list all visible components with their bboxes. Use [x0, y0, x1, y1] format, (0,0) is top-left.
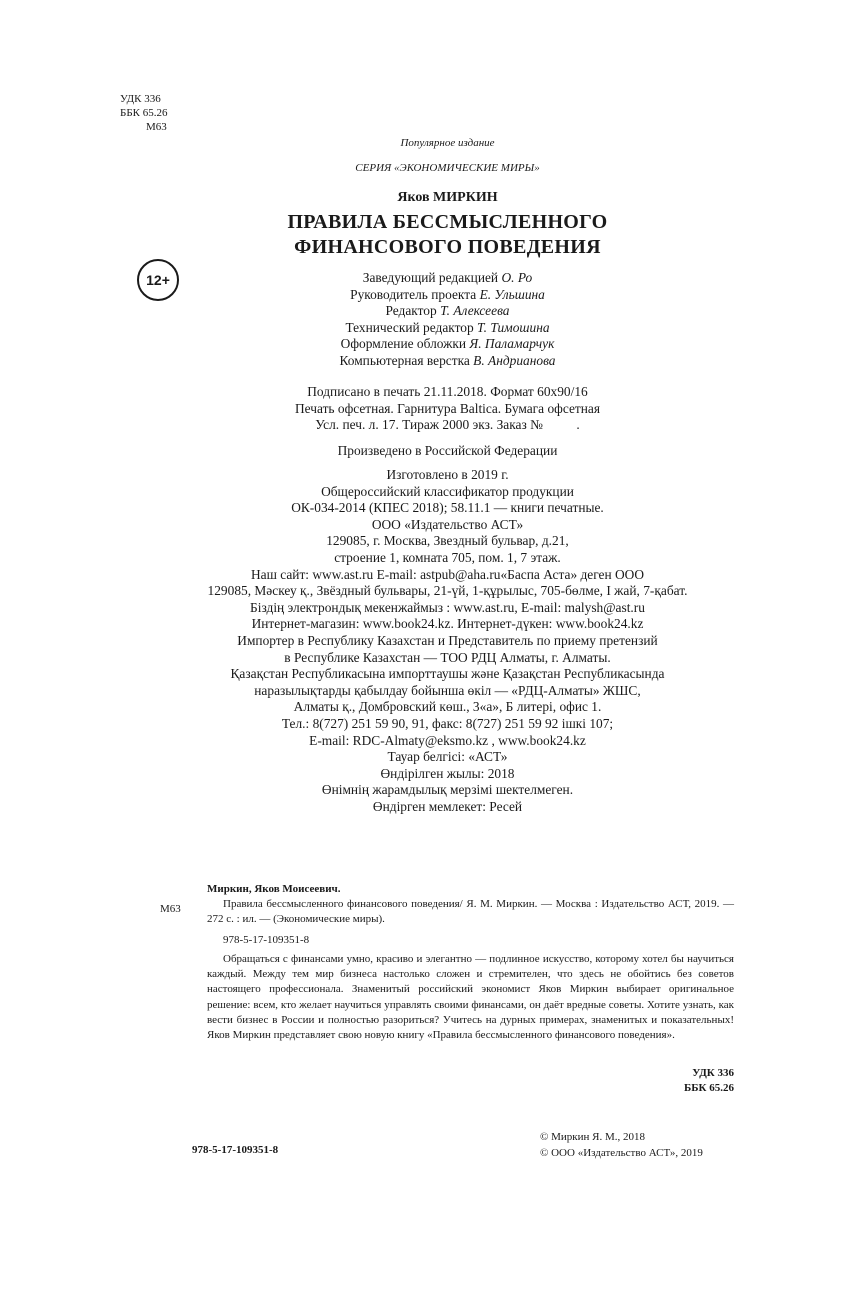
classification-codes — [120, 92, 167, 134]
title-line: ПРАВИЛА БЕССМЫСЛЕННОГО — [287, 211, 608, 233]
publisher-line: Импортер в Республику Казахстан и Представитель по приему претензий — [237, 632, 658, 648]
publisher-line: Тауар белгісі: «АСТ» — [387, 749, 508, 765]
copyright-line: © ООО «Издательство АСТ», 2019 — [540, 1147, 703, 1159]
credit-line: Технический редактор Т. Тимошина — [345, 319, 550, 335]
author-code: М63 — [146, 121, 167, 133]
credit-line: Компьютерная верстка В. Андрианова — [339, 352, 556, 368]
publisher-line: Өндірілген жылы: 2018 — [380, 765, 515, 781]
udk-code: УДК 336 — [120, 93, 161, 105]
publisher-line: Біздің электрондық мекенжаймыз : www.ast.ru, E-mail: malysh@ast.ru — [250, 599, 645, 615]
publisher-line: ООО «Издательство АСТ» — [371, 516, 524, 532]
bbk-code: ББК 65.26 — [120, 107, 168, 119]
publisher-line: наразылықтарды қабылдау бойынша өкіл — «РДЦ-Алматы» ЖШС, — [254, 682, 641, 698]
publisher-line: Общероссийский классификатор продукции — [321, 483, 574, 499]
print-info — [60, 384, 835, 434]
copyright — [540, 1129, 703, 1161]
catalog-udk: УДК 336 — [692, 1067, 734, 1079]
print-line: Усл. печ. л. 17. Тираж 2000 экз. Заказ № . — [315, 417, 580, 433]
publisher-line: Тел.: 8(727) 251 59 90, 91, факс: 8(727) 251 59 92 ішкі 107; — [281, 715, 614, 731]
credit-line: Заведующий редакцией О. Ро — [362, 270, 533, 285]
edition-type: Популярное издание — [400, 137, 495, 149]
publisher-line: Наш сайт: www.ast.ru E-mail: astpub@aha.ru«Баспа Аста» деген ООО — [250, 566, 645, 582]
publisher-line: Изготовлено в 2019 г. — [386, 467, 509, 482]
publisher-line: Өнімнің жарамдылық мерзімі шектелмеген. — [321, 782, 574, 798]
author-name: Яков МИРКИН — [397, 190, 498, 205]
publisher-line: Интернет-магазин: www.book24.kz. Интернет-дүкен: www.book24.kz — [251, 616, 644, 632]
catalog-codes — [684, 1066, 734, 1096]
age-rating-badge: 12+ — [137, 259, 179, 301]
credit-line: Оформление обложки Я. Паламарчук — [340, 336, 555, 352]
publisher-line: строение 1, комната 705, пом. 1, 7 этаж. — [334, 549, 561, 565]
publisher-line: 129085, г. Москва, Звездный бульвар, д.21, — [326, 533, 569, 549]
publisher-line: E-mail: RDC-Almaty@eksmo.kz , www.book24.kz — [309, 732, 586, 748]
copyright-line: © Миркин Я. М., 2018 — [540, 1131, 646, 1143]
catalog-description: Правила бессмысленного финансового поведения/ Я. М. Миркин. — Москва : Издательство АСТ, 2019. — 272 с. : ил. — (Экономические миры). — [207, 898, 734, 925]
book-title — [60, 210, 835, 260]
series-name: СЕРИЯ «ЭКОНОМИЧЕСКИЕ МИРЫ» — [355, 162, 540, 174]
title-line: ФИНАНСОВОГО ПОВЕДЕНИЯ — [294, 236, 601, 258]
credit-line: Руководитель проекта Е. Ульшина — [350, 286, 545, 302]
print-line: Печать офсетная. Гарнитура Baltica. Бумага офсетная — [294, 400, 601, 416]
catalog-isbn: 978-5-17-109351-8 — [223, 934, 310, 946]
produced-in: Произведено в Российской Федерации — [337, 443, 558, 458]
publisher-line: в Республике Казахстан — ТОО РДЦ Алматы, г. Алматы. — [284, 649, 611, 665]
book-annotation: Обращаться с финансами умно, красиво и элегантно — подлинное искусство, которому хотел бы научиться каждый. Между тем мир бизнеса настолько сложен и стремителен, что здесь не обойтись без советов настоящего профессионала. Знаменитый российский экономист Яков Миркин выбирает оригинальное решение: всем, кто желает научиться управлять своими финансами, он даёт вредные советы. Хотите узнать, как вести бизнес в России и полностью разориться? Учитесь на дурных примерах, знаменитых и показательных! Яков Миркин представляет свою новую книгу «Правила бессмысленного финансового поведения». — [207, 953, 734, 1042]
publisher-line: 129085, Мәскеу қ., Звёздный бульвары, 21-үй, 1-құрылыс, 705-бөлме, I жай, 7-қабат. — [207, 583, 688, 599]
print-line: Подписано в печать 21.11.2018. Формат 60х90/16 — [307, 384, 588, 399]
catalog-code: М63 — [160, 903, 181, 915]
publisher-line: Алматы қ., Домбровский көш., 3«а», Б литері, офис 1. — [293, 699, 602, 715]
publisher-line: ОК-034-2014 (КПЕС 2018); 58.11.1 — книги печатные. — [291, 500, 604, 516]
credits — [60, 270, 835, 370]
publisher-line: Өндірген мемлекет: Ресей — [372, 798, 523, 814]
publisher-info — [60, 467, 835, 815]
catalog-author: Миркин, Яков Моисеевич. — [207, 883, 341, 895]
catalog-bbk: ББК 65.26 — [683, 1082, 734, 1094]
credit-line: Редактор Т. Алексеева — [385, 303, 510, 319]
publisher-line: Қазақстан Республикасына импорттаушы және Қазақстан Республикасында — [230, 666, 665, 682]
isbn: 978-5-17-109351-8 — [192, 1144, 279, 1156]
